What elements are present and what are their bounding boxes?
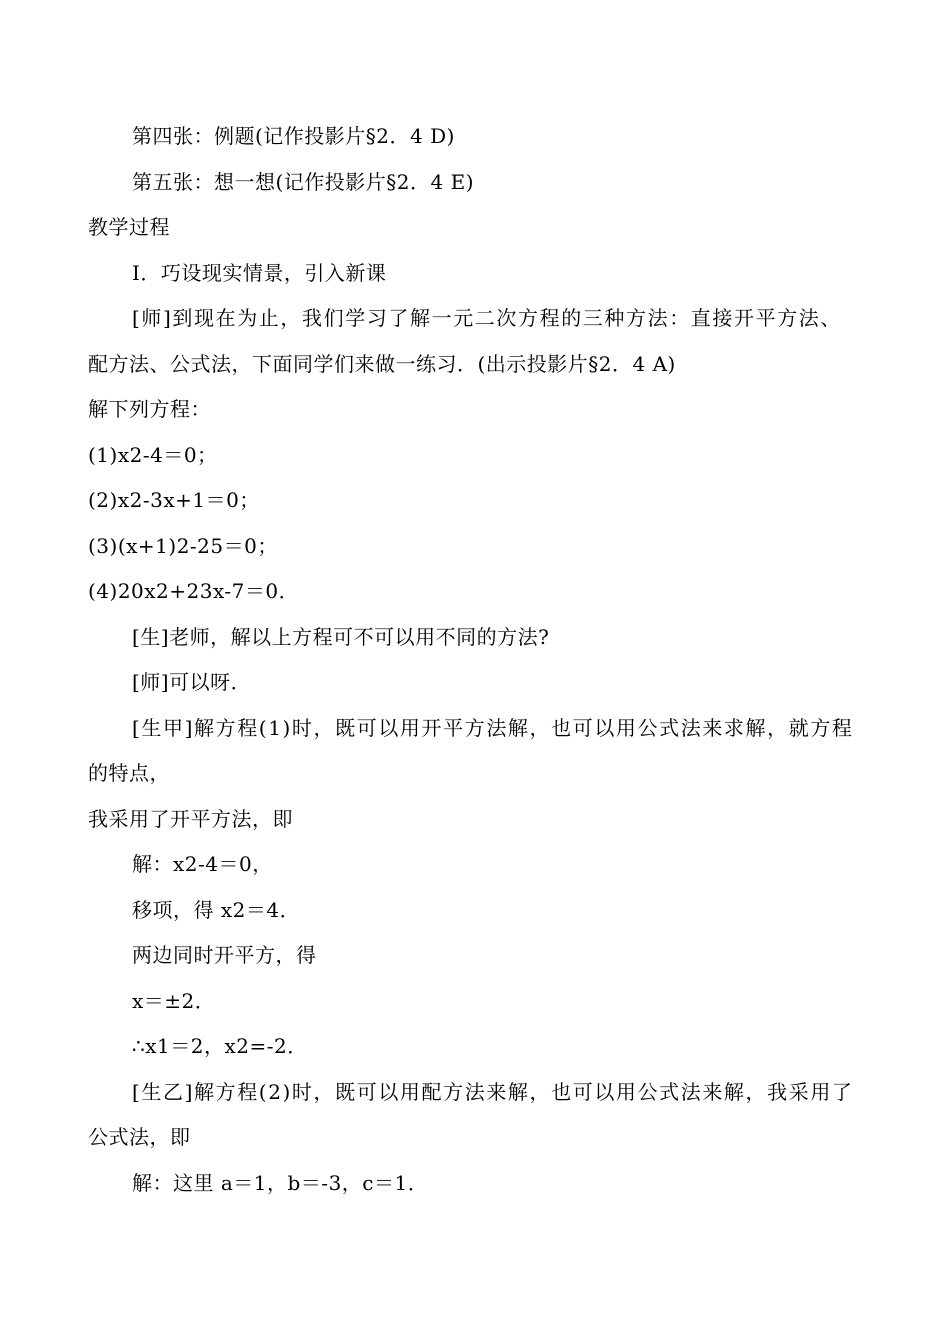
solution-step-3: 两边同时开平方，得 <box>132 943 317 967</box>
section-heading: 教学过程 <box>88 215 170 239</box>
student-a-line-1: [生甲]解方程(1)时，既可以用开平方法解，也可以用公式法来求解，就方程 <box>132 716 854 740</box>
teacher-answer: [师]可以呀． <box>132 670 252 694</box>
student-b-line-2: 公式法，即 <box>88 1125 191 1149</box>
student-b-line-1: [生乙]解方程(2)时，既可以用配方法来解，也可以用公式法来解，我采用了 <box>132 1080 854 1104</box>
subsection-heading: Ⅰ．巧设现实情景，引入新课 <box>132 261 387 285</box>
student-question: [生]老师，解以上方程可不可以用不同的方法? <box>132 625 550 649</box>
student-a-line-2: 的特点， <box>88 761 170 785</box>
teacher-paragraph-line-2: 配方法、公式法，下面同学们来做一练习．(出示投影片§2．4 A) <box>88 352 676 376</box>
solution-step-2: 移项，得 x2＝4． <box>132 898 301 922</box>
student-a-line-3: 我采用了开平方法，即 <box>88 807 293 831</box>
equation-1: (1)x2-4＝0； <box>88 443 218 467</box>
equation-3: (3)(x+1)2-25＝0； <box>88 534 278 558</box>
solution-coefficients: 解：这里 a＝1，b＝-3，c＝1． <box>132 1171 429 1195</box>
solution-step-5: ∴x1＝2，x2=-2． <box>132 1034 308 1058</box>
exercise-prompt: 解下列方程： <box>88 397 211 421</box>
slide-four-line: 第四张：例题(记作投影片§2．4 D) <box>132 124 455 148</box>
teacher-paragraph-line-1: [师]到现在为止，我们学习了解一元二次方程的三种方法：直接开平方法、 <box>132 306 843 330</box>
slide-five-line: 第五张：想一想(记作投影片§2．4 E) <box>132 170 475 194</box>
equation-4: (4)20x2+23x-7＝0． <box>88 579 300 603</box>
equation-2: (2)x2-3x+1＝0； <box>88 488 260 512</box>
solution-step-4: x＝±2． <box>132 989 216 1013</box>
solution-step-1: 解：x2-4＝0， <box>132 852 273 876</box>
